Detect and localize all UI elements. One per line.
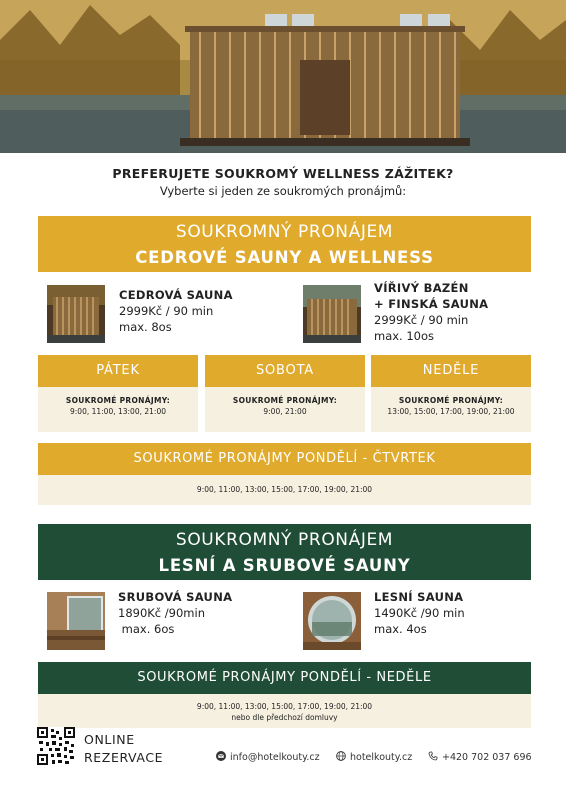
email-contact[interactable] — [216, 751, 320, 763]
log-sauna-price: 1890Kč /90min — [118, 606, 205, 620]
log-sauna-info — [118, 589, 232, 637]
globe-icon — [336, 751, 346, 761]
forest-sauna-price: 1490Kč /90 min — [374, 606, 465, 620]
all-week-schedule-body — [38, 694, 531, 728]
log-sauna-photo — [47, 592, 105, 650]
hero-photo — [0, 0, 566, 153]
day-friday — [38, 355, 198, 432]
whirlpool-name-line1: VÍŘIVÝ BAZÉN — [374, 281, 469, 295]
all-week-schedule-title: SOUKROMÉ PRONÁJMY PONDĚLÍ - NEDĚLE — [38, 662, 531, 694]
phone-text: +420 702 037 696 — [442, 752, 532, 763]
banner2-line2: LESNÍ A SRUBOVÉ SAUNY — [158, 556, 411, 575]
email-text: info@hotelkouty.cz — [230, 752, 320, 763]
online-line1: ONLINE — [84, 732, 135, 747]
cedar-sauna-price: 2999Kč / 90 min — [119, 304, 214, 318]
day-friday-body — [38, 387, 198, 432]
forest-sauna-capacity: max. 4os — [374, 622, 427, 636]
weekday-schedule-times: 9:00, 11:00, 13:00, 15:00, 17:00, 19:00, 21:00 — [38, 475, 531, 505]
log-sauna-name: SRUBOVÁ SAUNA — [118, 590, 233, 604]
web-text: hotelkouty.cz — [350, 752, 413, 763]
day-saturday-label: SOBOTA — [205, 355, 365, 387]
day-saturday — [205, 355, 365, 432]
page-subline: Vyberte si jeden ze soukromých pronájmů: — [159, 184, 407, 198]
log-sauna-capacity: max. 6os — [118, 622, 175, 636]
cedar-sauna-banner — [38, 216, 531, 272]
page-headline: PREFERUJETE SOUKROMÝ WELLNESS ZÁŽITEK? — [112, 166, 454, 181]
forest-sauna-photo — [303, 592, 361, 650]
online-line2: REZERVACE — [84, 750, 164, 765]
day-sunday-caption: SOUKROMÉ PRONÁJMY: — [398, 396, 504, 405]
cedar-sauna-info — [119, 287, 233, 335]
day-saturday-body — [205, 387, 365, 432]
banner-line1: SOUKROMNÝ PRONÁJEM — [175, 222, 394, 242]
cedar-sauna-photo — [47, 285, 105, 343]
all-week-schedule — [38, 662, 531, 728]
phone-icon — [428, 751, 438, 761]
day-friday-times: 9:00, 11:00, 13:00, 21:00 — [70, 407, 166, 416]
forest-sauna-name: LESNÍ SAUNA — [374, 590, 464, 604]
day-friday-label: PÁTEK — [38, 355, 198, 387]
cedar-sauna-capacity: max. 8os — [119, 320, 172, 334]
online-reservation[interactable] — [84, 731, 163, 767]
day-saturday-caption: SOUKROMÉ PRONÁJMY: — [232, 396, 338, 405]
day-sunday — [371, 355, 531, 432]
day-sunday-body — [371, 387, 531, 432]
day-friday-caption: SOUKROMÉ PRONÁJMY: — [65, 396, 171, 405]
whirlpool-sauna-photo — [303, 285, 361, 343]
weekday-schedule — [38, 443, 531, 505]
phone-contact[interactable] — [428, 751, 532, 763]
whirlpool-info — [374, 280, 488, 344]
all-week-schedule-times: 9:00, 11:00, 13:00, 15:00, 17:00, 19:00, 21:00 — [196, 702, 373, 711]
all-week-schedule-note: nebo dle předchozí domluvy — [231, 713, 338, 722]
day-sunday-label: NEDĚLE — [371, 355, 531, 387]
day-saturday-times: 9:00, 21:00 — [263, 407, 307, 416]
email-icon — [216, 751, 226, 761]
qr-code-icon[interactable] — [37, 727, 75, 765]
day-sunday-times: 13:00, 15:00, 17:00, 19:00, 21:00 — [387, 407, 515, 416]
forest-sauna-banner — [38, 524, 531, 580]
whirlpool-name-line2: + FINSKÁ SAUNA — [374, 297, 489, 311]
forest-sauna-info — [374, 589, 465, 637]
whirlpool-capacity: max. 10os — [374, 329, 435, 343]
banner2-line1: SOUKROMNÝ PRONÁJEM — [175, 530, 394, 550]
hero-sauna-image — [0, 0, 566, 153]
cedar-sauna-name: CEDROVÁ SAUNA — [119, 288, 233, 302]
banner-line2: CEDROVÉ SAUNY A WELLNESS — [135, 248, 434, 267]
whirlpool-price: 2999Kč / 90 min — [374, 313, 469, 327]
web-contact[interactable] — [336, 751, 412, 763]
weekday-schedule-title: SOUKROMÉ PRONÁJMY PONDĚLÍ - ČTVRTEK — [38, 443, 531, 475]
